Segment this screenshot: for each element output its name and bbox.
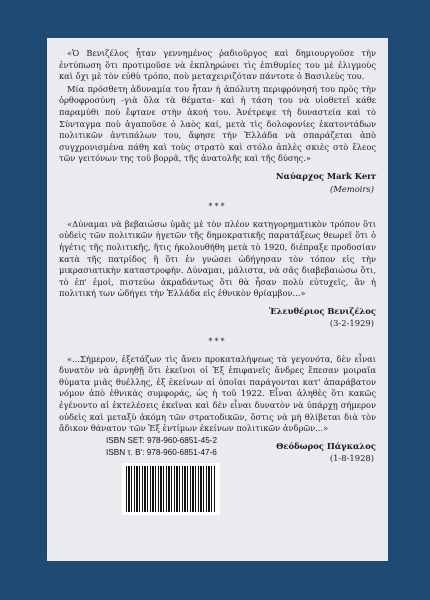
quote-paragraph: «Ὁ Βενιζέλος ἦταν γεννημένος ῥαδιοῦργος καὶ δημιουργοῦσε τὴν ἐντύπωση ὅτι προτιμοῦσε νὰ ἐκπληρώνει τὶς ἐπιθυμίες του μὲ ἑλιγμοὺς καὶ ὄχι μὲ τὸν εὐθὺ τρόπο, ποὺ μεταχειριζόταν πάντοτε ὁ Βασιλεὺς του. [59,48,376,82]
quote-author: Ἐλευθέριος Βενιζέλος [268,305,376,316]
isbn-volume: ISBN τ. B': 978-960-6851-47-6 [106,448,217,457]
quote-paragraph: «...Σήμερον, ἐξετάζων τὶς ἄνευ προκαταλήψεως τὰ γεγονότα, δὲν εἶναι δυνατὸν νὰ ἀρνηθῇ ὅτι ἐκεῖνοι οἱ Ἐξ ἐπιφανεῖς ἄνδρες ἔπεσαν μοιραῖα θύματα μιᾶς θυέλλης, ἐξ ἐκείνων αἱ ὁποῖαι παράγονται κατ' ἀπαράβατον νόμον ἀπὸ ἐθνικὰς συμφοράς, ὡς ἡ τοῦ 1922. Εἶναι ἀληθὲς ὅτι κακῶς ἐγένοντο αἱ ἐκτελέσεις ἐκεῖναι καὶ δὲν εἶναι δυνατὸν νὰ ὑπάρχῃ σήμερον οὐδεὶς καὶ μεταξὺ ἀκόμη τῶν στρατοδικῶν, ὅστις νὰ μὴ θλίβεται διὰ τὸν ἄδικον θάνατον τῶν Ἐξ ἐντίμων ἐκείνων πολιτικῶν ἀνδρῶν...» [59,353,376,434]
separator: *** [208,337,227,347]
quote-source: (Memoirs) [329,183,374,194]
barcode-bars [126,466,216,512]
barcode [122,463,220,515]
isbn-set: ISBN SET: 978-960-6851-45-2 [106,436,218,445]
separator: *** [208,202,227,212]
quote-author: Ναύαρχος Mark Kerr [275,170,376,181]
quote-author: Θεόδωρος Πάγκαλος [276,440,376,451]
quote-paragraph: Μία πρόσθετη ἀδυναμία του ἦταν ἡ ἀπόλυτη περιφρόνησή του πρὸς τὴν ὀρθοφροσύνη -γιὰ ὅλα τὰ θέματα- καὶ ἡ τάση του νὰ υἱοθετεῖ κάθε παραμύθι ποὺ ἔφτανε στὴν ἀκοή του. Ἀνέτρεψε τὴ δυναστεία καὶ τὸ Σύνταγμα ποὺ ἀγαποῦσε ὁ λαὸς καί, μετὰ τὶς δολοφονίες ἑκατοντάδων πολιτικῶν ἀντιπάλων του, ἄφησε τὴν Ἑλλάδα νὰ σπαράζεται ἀπὸ συγχρονισμένα πάθη καὶ τοὺς στρατὸ καὶ στόλο ἁπλὲς σκιὲς στὸ ἔλεος τῶν γειτόνων της τοῦ βορρᾶ, τῆς ἀνατολῆς καὶ τῆς δύσης.» [59,83,376,164]
quote-block-1 [59,48,376,195]
quote-paragraph: «Δύναμαι νὰ βεβαιώσω ὑμᾶς μὲ τὸν πλέον κατηγορηματικὸν τρόπον ὅτι οὐδεὶς τῶν πολιτικῶν ἡγετῶν τῆς δημοκρατικῆς παρατάξεως θεωρεῖ ὅτι ὁ ἡγέτις τῆς πολιτικῆς, ἥτις ἠκολουθήθη μετὰ τὸ 1920, διέπραξε προδοσίαν κατὰ τῆς πατρίδος ἢ ὅτι ἐν γνώσει ὡδήγησαν τὸν τόπον εἰς τὴν μικρασιατικὴν καταστροφήν. Δύναμαι, μάλιστα, νὰ σᾶς διαβεβαιώσω ὅτι, τὸ ἐπ' ἐμοί, πιστεύω ἀκραδάντως ὅτι θὰ ἦσαν πολὺ εὐτυχεῖς, ἂν ἡ πολιτική των ὡδήγει τὴν Ἑλλάδα εἰς ἐθνικὸν θρίαμβον...» [59,218,376,299]
quote-source: (1-8-1928) [329,453,374,464]
quote-block-2 [59,219,376,330]
quote-source: (3-2-1929) [329,318,374,329]
